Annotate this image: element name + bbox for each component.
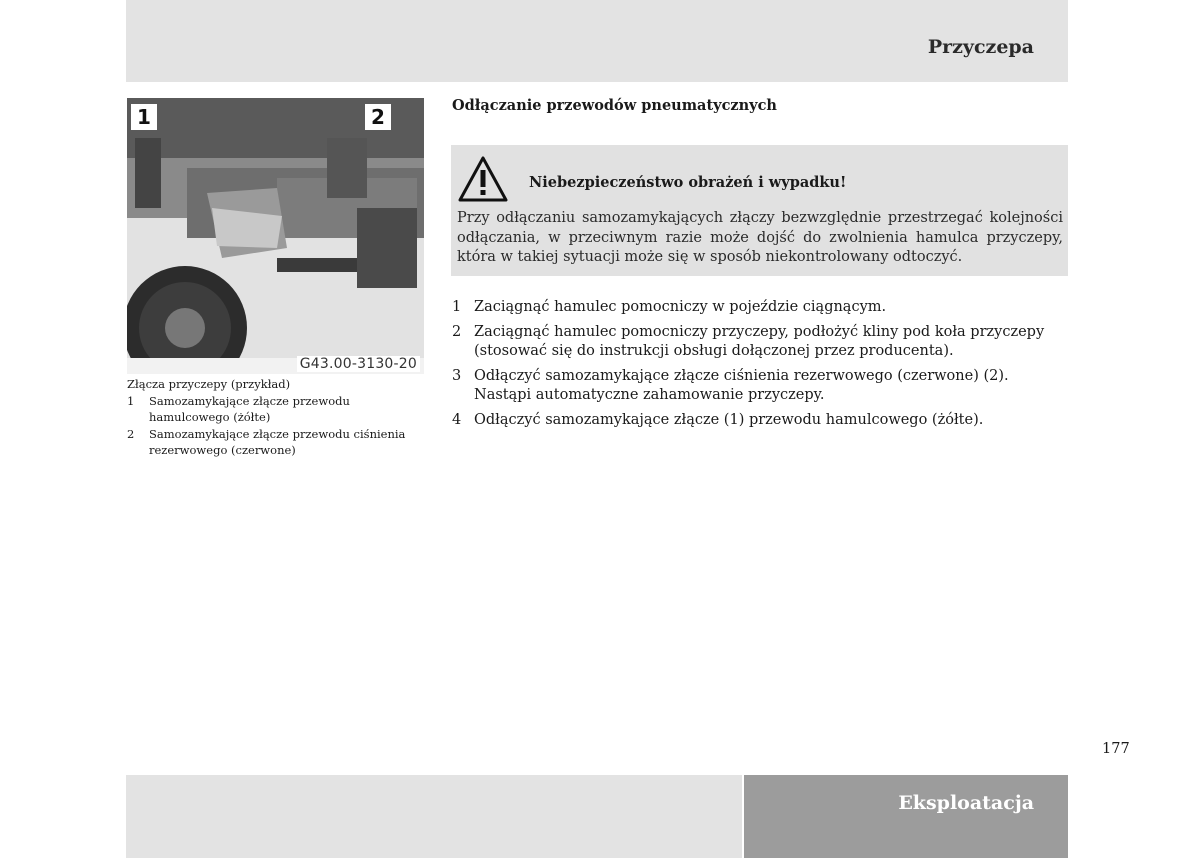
step-number: 2 <box>452 323 462 340</box>
list-item <box>452 298 1068 318</box>
header-bar <box>126 0 1068 82</box>
step-text: Zaciągnąć hamulec pomocniczy przyczepy, podłożyć kliny pod koła przyczepy (stosować się do instrukcji obsługi dołączonej przez producenta). <box>474 323 1045 359</box>
warning-triangle-icon <box>457 155 509 203</box>
list-item <box>452 323 1068 362</box>
step-number: 4 <box>452 411 462 428</box>
figure-caption <box>127 376 427 459</box>
caption-item <box>127 426 427 459</box>
step-text: Odłączyć samozamykające złącze ciśnienia rezerwowego (czerwone) (2). Nastąpi automatyczne zahamowanie przyczepy. <box>474 367 1009 403</box>
callout-label-2: 2 <box>365 104 391 130</box>
caption-item <box>127 393 427 426</box>
chapter-title: Eksploatacja <box>898 792 1034 814</box>
footer-chapter-tab <box>744 775 1068 858</box>
section-heading: Odłączanie przewodów pneumatycznych <box>452 97 777 114</box>
step-number: 3 <box>452 367 462 384</box>
warning-text: Przy odłączaniu samozamykających złączy bezwzględnie przestrzegać kolejności odłączania, w przeciwnym razie może dojść do zwolnienia hamulca przyczepy, która w takiej sytuacji może się w sposób niekontrolowany odtoczyć. <box>457 210 1063 265</box>
warning-box <box>451 145 1068 276</box>
image-code: G43.00-3130-20 <box>297 356 420 372</box>
list-item <box>452 411 1068 431</box>
step-number: 1 <box>452 299 462 315</box>
caption-item-text: Samozamykające złącze przewodu hamulcowego (żółte) <box>149 393 350 424</box>
step-text: Odłączyć samozamykające złącze (1) przewodu hamulcowego (żółte). <box>474 411 984 428</box>
section-title: Przyczepa <box>927 36 1034 58</box>
caption-title: Złącza przyczepy (przykład) <box>127 377 291 391</box>
page-number: 177 <box>1102 741 1130 757</box>
step-text: Zaciągnąć hamulec pomocniczy w pojeździe ciągnącym. <box>474 299 887 315</box>
footer-bar <box>126 775 742 858</box>
warning-title: Niebezpieczeństwo obrażeń i wypadku! <box>529 174 847 191</box>
photo-illustration <box>127 98 424 374</box>
caption-item-text: Samozamykające złącze przewodu ciśnienia rezerwowego (czerwone) <box>149 426 406 457</box>
caption-item-number: 2 <box>127 426 135 441</box>
steps-list <box>452 298 1068 435</box>
list-item <box>452 367 1068 406</box>
callout-label-1: 1 <box>131 104 157 130</box>
trailer-coupling-photo <box>127 98 424 374</box>
caption-item-number: 1 <box>127 393 135 408</box>
